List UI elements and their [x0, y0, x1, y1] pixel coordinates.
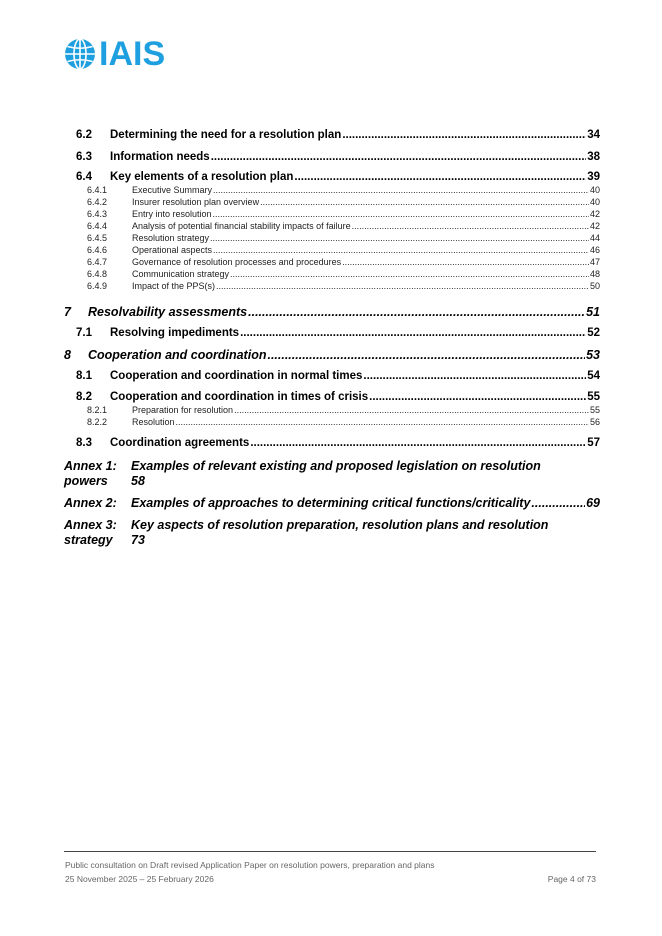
- toc-page: 34: [587, 129, 600, 141]
- toc-leader: [216, 281, 589, 291]
- toc-title: Entry into resolution: [132, 209, 212, 219]
- toc-page: 56: [589, 417, 600, 427]
- annex-title-text: Key aspects of resolution preparation, resolution plans and resolution: [131, 518, 549, 532]
- toc-entry-6-4-2[interactable]: [64, 197, 600, 207]
- toc-leader: [369, 391, 586, 403]
- toc-title: Analysis of potential financial stability impacts of failure: [132, 221, 351, 231]
- toc-number: 7: [64, 305, 71, 319]
- annex-title: [131, 518, 600, 548]
- toc-title: Impact of the PPS(s): [132, 281, 216, 291]
- toc-entry-8-1[interactable]: [64, 370, 600, 382]
- toc-page: 48: [589, 269, 600, 279]
- annex-title: [131, 459, 600, 489]
- toc-page: 38: [587, 151, 600, 163]
- toc-title: Resolvability assessments: [88, 305, 248, 319]
- annex-label: Annex 2:: [64, 496, 117, 510]
- toc-page: 51: [586, 305, 600, 319]
- globe-icon: [64, 38, 96, 70]
- toc-leader: [294, 171, 586, 183]
- toc-title: Resolving impediments: [110, 327, 240, 339]
- toc-title: Insurer resolution plan overview: [132, 197, 260, 207]
- toc-leader: [213, 209, 589, 219]
- toc-entry-annex-1[interactable]: [64, 459, 600, 489]
- toc-page: 47: [589, 257, 600, 267]
- toc-title: Preparation for resolution: [132, 405, 234, 415]
- toc-page: 42: [589, 209, 600, 219]
- toc-entry-annex-3[interactable]: [64, 518, 600, 548]
- toc-leader: [213, 245, 589, 255]
- toc-title: Resolution: [132, 417, 175, 427]
- footer-divider: [64, 851, 596, 852]
- toc-number: 6.4.9: [87, 281, 108, 291]
- toc-entry-8-2-1[interactable]: [64, 405, 600, 415]
- toc-title: Determining the need for a resolution plan: [110, 129, 342, 141]
- toc-entry-6-4-7[interactable]: [64, 257, 600, 267]
- toc-page: 52: [587, 327, 600, 339]
- toc-page: 42: [589, 221, 600, 231]
- toc-entry-6-4-8[interactable]: [64, 269, 600, 279]
- toc-number: 6.2: [76, 129, 92, 141]
- toc-number: 8: [64, 348, 71, 362]
- toc-entry-6-4-9[interactable]: [64, 281, 600, 291]
- toc-leader: [363, 370, 586, 382]
- toc-number: 6.4.1: [87, 185, 108, 195]
- toc-leader: [250, 437, 586, 449]
- toc-entry-6-3[interactable]: [64, 151, 600, 163]
- toc-number: 8.1: [76, 370, 92, 382]
- toc-entry-6-4-3[interactable]: [64, 209, 600, 219]
- iais-logo: [64, 35, 166, 73]
- toc-leader: [213, 185, 589, 195]
- toc-entry-7-1[interactable]: [64, 327, 600, 339]
- toc-number: 8.2: [76, 391, 92, 403]
- toc-page: 54: [587, 370, 600, 382]
- toc-page: 46: [589, 245, 600, 255]
- annex-page: 58: [131, 474, 145, 488]
- annex-label-continued: powers: [64, 474, 108, 488]
- footer-dates: 25 November 2025 – 25 February 2026: [65, 874, 214, 884]
- toc-title: Operational aspects: [132, 245, 213, 255]
- toc-number: 8.2.1: [87, 405, 108, 415]
- toc-entry-8-2[interactable]: [64, 391, 600, 403]
- toc-number: 6.4.4: [87, 221, 108, 231]
- toc-entry-6-2[interactable]: [64, 129, 600, 141]
- toc-entry-6-4-6[interactable]: [64, 245, 600, 255]
- toc-title: Resolution strategy: [132, 233, 210, 243]
- toc-page: 39: [587, 171, 600, 183]
- toc-leader: [240, 327, 586, 339]
- annex-page: 73: [131, 533, 145, 547]
- toc-title: Coordination agreements: [110, 437, 250, 449]
- toc-title: Key elements of a resolution plan: [110, 171, 294, 183]
- toc-page: 57: [587, 437, 600, 449]
- toc-leader: [234, 405, 589, 415]
- toc-title: Cooperation and coordination in times of crisis: [110, 391, 369, 403]
- toc-page: 40: [589, 197, 600, 207]
- toc-page: 55: [589, 405, 600, 415]
- toc-entry-8[interactable]: [64, 348, 600, 362]
- toc-leader: [210, 233, 589, 243]
- footer-title: Public consultation on Draft revised Application Paper on resolution powers, preparation and plans: [65, 860, 435, 870]
- annex-label: Annex 3:: [64, 518, 117, 532]
- annex-title-text: Examples of relevant existing and proposed legislation on resolution: [131, 459, 541, 473]
- toc-title: Cooperation and coordination in normal times: [110, 370, 363, 382]
- annex-label: Annex 1:: [64, 459, 117, 473]
- toc-leader: [352, 221, 589, 231]
- toc-number: 8.3: [76, 437, 92, 449]
- toc-page: 40: [589, 185, 600, 195]
- footer-page-number: Page 4 of 73: [547, 874, 596, 884]
- toc-number: 6.4.2: [87, 197, 108, 207]
- toc-entry-6-4-1[interactable]: [64, 185, 600, 195]
- toc-entry-8-3[interactable]: [64, 437, 600, 449]
- toc-leader: [260, 197, 589, 207]
- toc-number: 6.3: [76, 151, 92, 163]
- toc-entry-6-4[interactable]: [64, 171, 600, 183]
- toc-page: 53: [586, 348, 600, 362]
- toc-number: 6.4.8: [87, 269, 108, 279]
- toc-number: 6.4.3: [87, 209, 108, 219]
- toc-title: Cooperation and coordination: [88, 348, 267, 362]
- annex-title: Examples of approaches to determining critical functions/criticality: [131, 496, 531, 510]
- toc-page: 44: [589, 233, 600, 243]
- toc-title: Governance of resolution processes and procedures: [132, 257, 342, 267]
- annex-page: 69: [586, 496, 600, 510]
- toc-leader: [211, 151, 587, 163]
- toc-entry-annex-2[interactable]: [64, 496, 600, 510]
- toc-entry-7[interactable]: [64, 305, 600, 319]
- toc-number: 6.4: [76, 171, 92, 183]
- toc-leader: [230, 269, 589, 279]
- toc-entry-6-4-4[interactable]: [64, 221, 600, 231]
- toc-number: 6.4.5: [87, 233, 108, 243]
- toc-leader: [342, 257, 589, 267]
- toc-title: Information needs: [110, 151, 210, 163]
- toc-number: 7.1: [76, 327, 92, 339]
- annex-label-continued: strategy: [64, 533, 113, 547]
- toc-page: 50: [589, 281, 600, 291]
- toc-leader: [248, 305, 585, 319]
- logo-text: IAIS: [99, 35, 166, 73]
- toc-number: 6.4.7: [87, 257, 108, 267]
- toc-leader: [267, 348, 585, 362]
- toc-leader: [342, 129, 586, 141]
- toc-leader: [176, 417, 589, 427]
- toc-leader: [531, 496, 585, 510]
- toc-page: 55: [587, 391, 600, 403]
- toc-title: Executive Summary: [132, 185, 213, 195]
- toc-entry-6-4-5[interactable]: [64, 233, 600, 243]
- toc-number: 8.2.2: [87, 417, 108, 427]
- toc-title: Communication strategy: [132, 269, 230, 279]
- toc-entry-8-2-2[interactable]: [64, 417, 600, 427]
- toc-number: 6.4.6: [87, 245, 108, 255]
